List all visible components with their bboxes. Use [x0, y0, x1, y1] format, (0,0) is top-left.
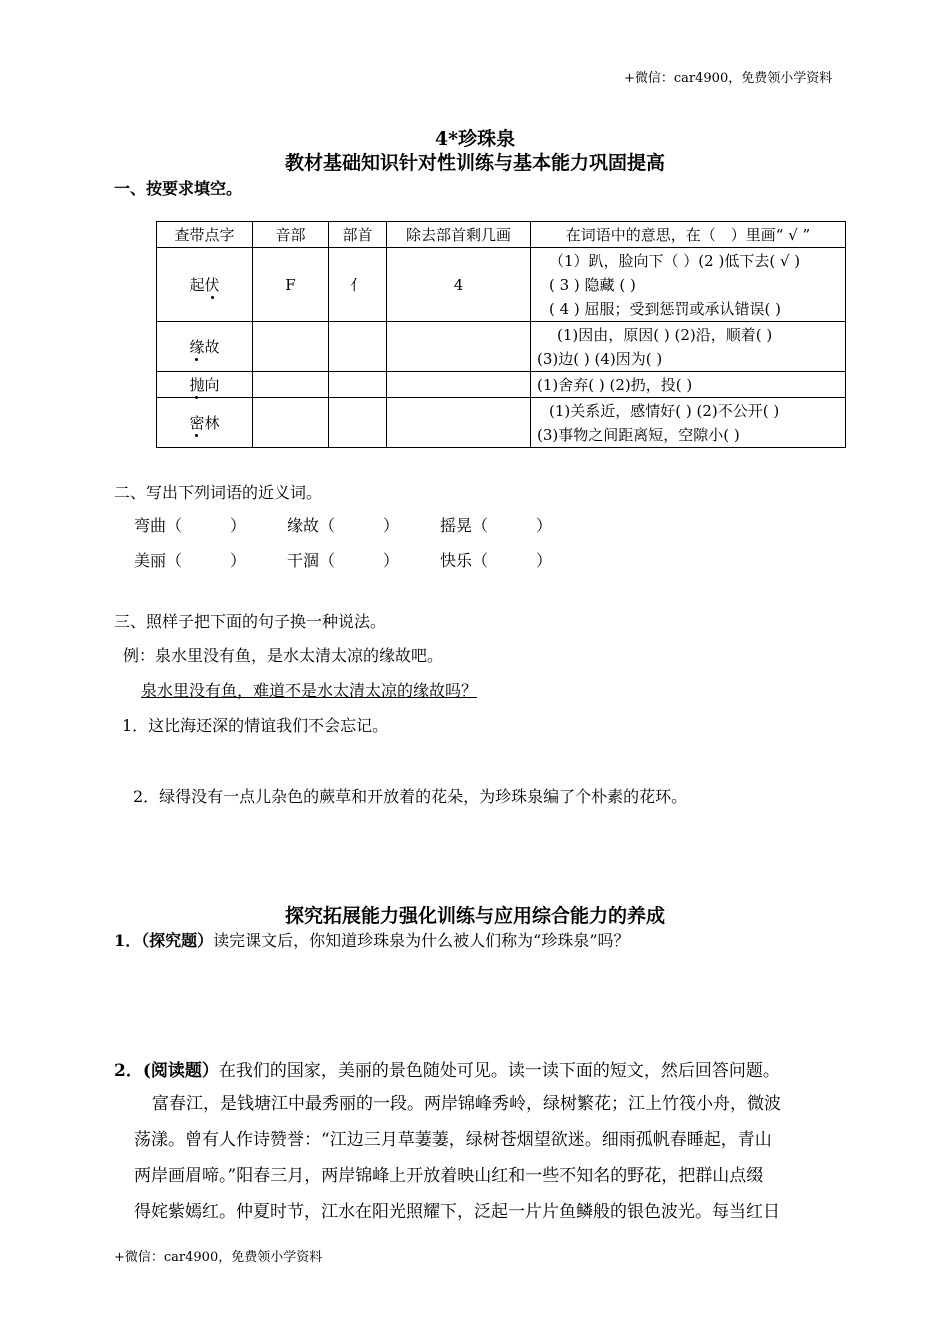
lesson-title: 4*珍珠泉	[434, 128, 516, 150]
synonym-item[interactable]: 美丽（ ）	[134, 551, 247, 570]
word-cell	[157, 398, 253, 448]
sound-cell[interactable]	[253, 322, 329, 372]
question-text: 读完课文后，你知道珍珠泉为什么被人们称为“珍珠泉”吗？	[213, 931, 630, 950]
table-row	[157, 372, 846, 398]
part2-title: 探究拓展能力强化训练与应用综合能力的养成	[284, 905, 665, 927]
meaning-line[interactable]: (1)因由，原因( ) (2)沿，顺着( )	[557, 325, 773, 344]
word-char: 林	[204, 414, 220, 432]
dotted-char: 密	[189, 414, 205, 432]
synonym-item[interactable]: 缘故（ ）	[287, 516, 400, 535]
question-tag: (阅读题）	[142, 1061, 219, 1081]
meaning-line[interactable]: ( 3 ) 隐藏 ( )	[549, 275, 636, 294]
section1-title: 一、按要求填空。	[114, 179, 243, 198]
meaning-cell	[531, 322, 846, 372]
sound-cell[interactable]	[253, 372, 329, 398]
explore-question-2	[114, 1056, 780, 1081]
dotted-char: 伏	[204, 276, 220, 294]
synonym-item[interactable]: 弯曲（ ）	[134, 516, 247, 535]
word-cell	[157, 248, 253, 322]
meaning-line[interactable]: (3)事物之间距离短，空隙小( )	[537, 425, 740, 444]
meaning-cell	[531, 248, 846, 322]
section2-title: 二、写出下列词语的近义词。	[114, 483, 323, 502]
header-note: +微信：car4900，免费领小学资料	[624, 71, 833, 86]
synonym-row	[134, 513, 552, 536]
radical-cell[interactable]	[329, 372, 387, 398]
part1-title: 教材基础知识针对性训练与基本能力巩固提高	[284, 152, 665, 174]
word-char: 起	[189, 276, 205, 294]
header-cell-strokes: 除去部首剩几画	[387, 222, 531, 248]
section3-title: 三、照样子把下面的句子换一种说法。	[114, 612, 387, 631]
synonym-item[interactable]: 干涸（ ）	[287, 551, 400, 570]
header-cell-radical: 部首	[329, 222, 387, 248]
strokes-cell[interactable]	[387, 372, 531, 398]
table-row	[157, 398, 846, 448]
explore-question-1	[114, 928, 630, 951]
radical-cell[interactable]: 亻	[329, 248, 387, 322]
strokes-cell[interactable]	[387, 398, 531, 448]
strokes-cell[interactable]: 4	[387, 248, 531, 322]
synonym-row	[134, 548, 552, 571]
meaning-line[interactable]: (3)边( ) (4)因为( )	[537, 349, 663, 368]
question-number: 2．	[114, 1061, 143, 1081]
meaning-line[interactable]: （1）趴，脸向下（ ）(2 )低下去( √ )	[549, 251, 801, 270]
passage-line: 两岸画眉啼。”阳春三月，两岸锦峰上开放着映山红和一些不知名的野花，把群山点缀	[134, 1166, 764, 1186]
strokes-cell[interactable]	[387, 322, 531, 372]
meaning-line[interactable]: (1)关系近，感情好( ) (2)不公开( )	[549, 401, 780, 420]
example-answer: 泉水里没有鱼，难道不是水太清太凉的缘故吗？	[141, 681, 478, 700]
question-tag: （探究题）	[141, 931, 214, 950]
question-number: 1．	[114, 931, 142, 950]
question-text: 在我们的国家，美丽的景色随处可见。读一读下面的短文，然后回答问题。	[218, 1061, 780, 1081]
rewrite-question-2: 2．绿得没有一点儿杂色的蕨草和开放着的花朵，为珍珠泉编了个朴素的花环。	[133, 787, 688, 806]
synonym-item[interactable]: 摇晃（ ）	[440, 516, 553, 535]
meaning-line[interactable]: ( 4 ) 屈服；受到惩罚或承认错误( )	[549, 299, 782, 318]
passage-line: 荡漾。曾有人作诗赞誉：“江边三月草萋萋，绿树苍烟望欲迷。细雨孤帆春睡起，青山	[134, 1130, 772, 1150]
word-char: 向	[204, 376, 220, 394]
header-cell-meaning: 在词语中的意思，在（ ）里画“ √ ”	[531, 222, 846, 248]
meaning-line[interactable]: (1)舍弃( ) (2)扔，投( )	[537, 375, 693, 394]
meaning-cell	[531, 398, 846, 448]
sound-cell[interactable]	[253, 398, 329, 448]
radical-cell[interactable]	[329, 322, 387, 372]
header-cell-sound: 音部	[253, 222, 329, 248]
meaning-cell	[531, 372, 846, 398]
header-cell-word: 查带点字	[157, 222, 253, 248]
word-cell	[157, 322, 253, 372]
dotted-char: 缘	[189, 338, 205, 356]
passage-line: 得姹紫嫣红。仲夏时节，江水在阳光照耀下，泛起一片片鱼鳞般的银色波光。每当红日	[134, 1202, 780, 1222]
table-row	[157, 322, 846, 372]
word-cell	[157, 372, 253, 398]
rewrite-question-1: 1．这比海还深的情谊我们不会忘记。	[122, 716, 389, 735]
footer-note: +微信：car4900，免费领小学资料	[114, 1250, 323, 1265]
table-row	[157, 248, 846, 322]
radical-cell[interactable]	[329, 398, 387, 448]
passage-line: 富春江，是钱塘江中最秀丽的一段。两岸锦峰秀岭，绿树繁花；江上竹筏小舟，微波	[152, 1094, 781, 1114]
table-header-row	[157, 222, 846, 248]
sound-cell[interactable]: F	[253, 248, 329, 322]
fill-in-table	[156, 221, 846, 448]
word-char: 故	[204, 338, 220, 356]
synonym-item[interactable]: 快乐（ ）	[440, 551, 553, 570]
dotted-char: 抛	[189, 376, 205, 394]
example-sentence: 例：泉水里没有鱼，是水太清太凉的缘故吧。	[123, 646, 444, 665]
